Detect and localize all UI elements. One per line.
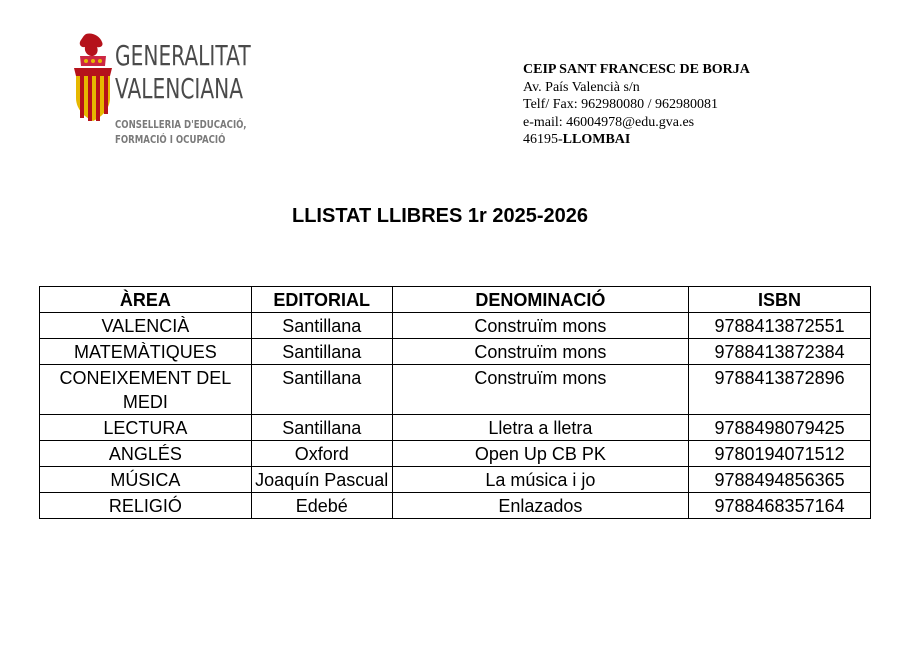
cell-denominacio: Construïm mons [392,365,688,415]
table-row [40,339,871,365]
cell-area: LECTURA [40,415,252,441]
cell-denominacio: Construïm mons [392,339,688,365]
table-row [40,313,871,339]
school-email: e-mail: 46004978@edu.gva.es [523,114,695,130]
page-title: LLISTAT LLIBRES 1r 2025-2026 [291,205,588,227]
cell-editorial: Santillana [251,313,392,339]
school-name: CEIP SANT FRANCESC DE BORJA [523,62,750,77]
cell-isbn: 9780194071512 [689,441,871,467]
table-row [40,467,871,493]
cell-area: RELIGIÓ [40,493,252,519]
header-editorial: EDITORIAL [251,287,392,313]
cell-isbn: 9788413872551 [689,313,871,339]
table-header-row [40,287,871,313]
logo-subtitle-1: CONSELLERIA D'EDUCACIÓ, [115,118,247,131]
logo-line-2: VALENCIANA [115,72,244,105]
cell-denominacio: Open Up CB PK [392,441,688,467]
coat-of-arms-icon [72,32,112,122]
school-phone: Telf/ Fax: 962980080 / 962980081 [523,97,719,112]
table-row [40,493,871,519]
cell-area: CONEIXEMENT DEL MEDI [40,365,252,415]
cell-area: MÚSICA [40,467,252,493]
school-location [523,131,750,149]
cell-isbn: 9788413872896 [689,365,871,415]
cell-denominacio: La música i jo [392,467,688,493]
cell-isbn: 9788498079425 [689,415,871,441]
header-isbn: ISBN [689,287,871,313]
cell-editorial: Oxford [251,441,392,467]
cell-editorial: Santillana [251,365,392,415]
cell-area: MATEMÀTIQUES [40,339,252,365]
cell-isbn: 9788468357164 [689,493,871,519]
header-denominacio: DENOMINACIÓ [392,287,688,313]
table-row [40,415,871,441]
table-row [40,365,871,415]
school-town: LLOMBAI [562,132,631,147]
generalitat-logo [72,32,257,150]
cell-denominacio: Enlazados [392,493,688,519]
school-info [523,61,750,149]
cell-isbn: 9788494856365 [689,467,871,493]
cell-editorial: Santillana [251,415,392,441]
school-address: Av. País Valencià s/n [523,79,640,95]
cell-denominacio: Construïm mons [392,313,688,339]
cell-area: VALENCIÀ [40,313,252,339]
cell-denominacio: Lletra a lletra [392,415,688,441]
cell-editorial: Edebé [251,493,392,519]
logo-subtitle-2: FORMACIÓ I OCUPACIÓ [115,133,226,146]
cell-area: ANGLÉS [40,441,252,467]
cell-editorial: Santillana [251,339,392,365]
logo-line-1: GENERALITAT [115,39,251,72]
table-row [40,441,871,467]
header-area: ÀREA [40,287,252,313]
cell-isbn: 9788413872384 [689,339,871,365]
cell-editorial: Joaquín Pascual [251,467,392,493]
books-table [39,286,871,519]
school-postcode: 46195- [523,132,563,147]
